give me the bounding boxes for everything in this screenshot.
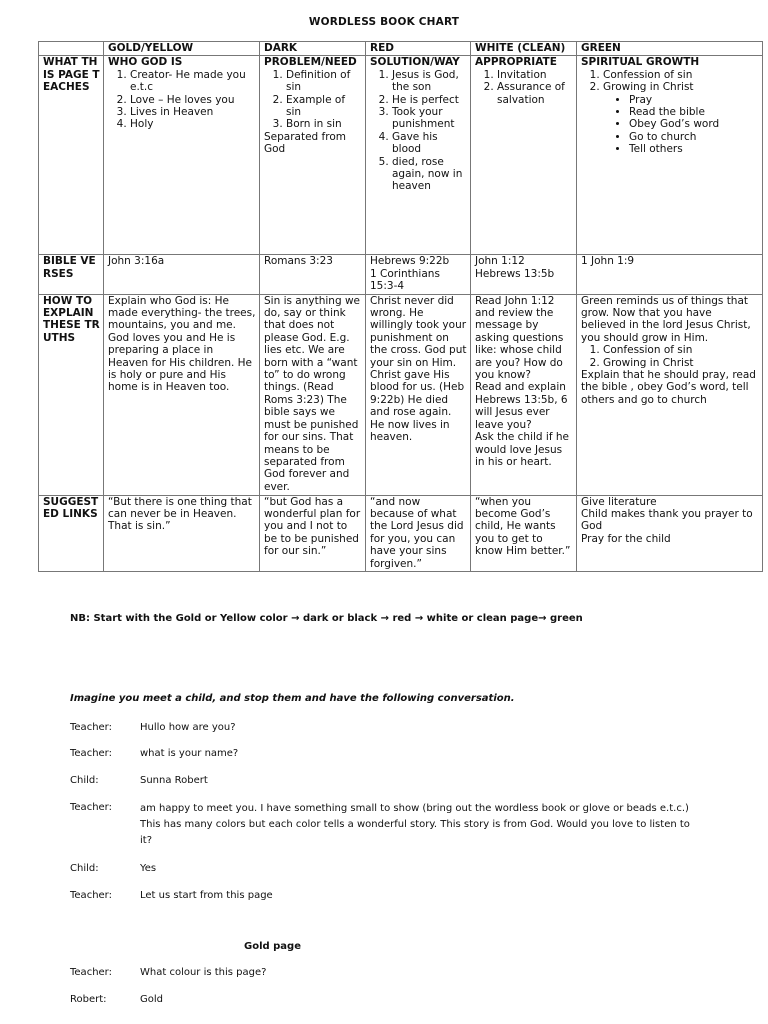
explain-white-cell: Read John 1:12 and review the message by asking questions like: whose child are you? How do you know? Read and explain Hebrews 13:5b, 6 will Jesus ever leave you? Ask the child if he would love Jesus in his or heart.: [471, 294, 577, 495]
speaker-label: Teacher:: [70, 802, 112, 813]
list-item: 4. Holy: [130, 118, 256, 130]
verses-red-cell: Hebrews 9:22b 1 Corinthians 15:3-4: [366, 255, 471, 294]
list-item: • Tell others: [629, 143, 759, 155]
teaches-dark-heading: PROBLEM/NEED: [264, 56, 357, 69]
explain-red-cell: Christ never did wrong. He willingly took your punishment on the cross. God put your sin on Him. Christ gave His blood for us. (Heb 9:22b) He died and rose again. He now lives in heaven.: [366, 294, 471, 495]
utterance-text: Gold: [140, 994, 163, 1005]
row-label-links: SUGGESTED LINKS: [39, 495, 104, 571]
utterance-text: am happy to meet you. I have something small to show (bring out the wordless book or glove or beads e.t.c.) This has many colors but each color tells a wonderful story. This story is from God. Would you love to listen to it?: [140, 803, 690, 846]
verses-green-cell: 1 John 1:9: [577, 255, 763, 294]
teaches-green-sublist: [581, 94, 759, 156]
wordless-book-chart-table: [38, 41, 763, 572]
list-item: 2. Example of sin: [286, 94, 362, 119]
teaches-green-cell: [577, 56, 763, 255]
teaches-gold-heading: WHO GOD IS: [108, 56, 183, 69]
explain-dark-cell: Sin is anything we do, say or think that does not please God. E.g. lies etc. We are born with a “want to” to do wrong things. (Read Roms 3:23) The bible says we must be punished for our sins. That means to be separated from God forever and ever.: [260, 294, 366, 495]
list-item: 2. Growing in Christ: [603, 81, 759, 93]
list-item: 1. Creator- He made you e.t.c: [130, 69, 256, 94]
explain-green-list: [581, 344, 759, 369]
teaches-red-list: [370, 69, 467, 193]
header-cell-white: WHITE (CLEAN): [471, 42, 577, 56]
table-row-teaches: [39, 56, 763, 255]
explain-green-cell: [577, 294, 763, 495]
conversation-intro: Imagine you meet a child, and stop them and have the following conversation.: [70, 693, 515, 704]
list-item: 3. Took your punishment: [392, 106, 467, 131]
utterance-text: What colour is this page?: [140, 967, 267, 978]
list-item: 1. Invitation: [497, 69, 573, 81]
list-item: 4. Gave his blood: [392, 131, 467, 156]
speaker-label: Teacher:: [70, 748, 112, 759]
links-dark-cell: “but God has a wonderful plan for you and I not to be to be punished for our sin.”: [260, 495, 366, 571]
list-item: • Read the bible: [629, 106, 759, 118]
verses-dark-cell: Romans 3:23: [260, 255, 366, 294]
speaker-label: Child:: [70, 863, 99, 874]
verses-gold-cell: John 3:16a: [104, 255, 260, 294]
list-item: 3. Born in sin: [286, 118, 362, 130]
header-cell-red: RED: [366, 42, 471, 56]
explain-green-outro: Explain that he should pray, read the bible , obey God’s word, tell others and go to church: [581, 369, 756, 406]
gold-page-heading: Gold page: [244, 941, 301, 952]
utterance-text: Yes: [140, 863, 157, 874]
row-label-teaches: WHAT THIS PAGE TEACHES: [39, 56, 104, 255]
table-header-row: [39, 42, 763, 56]
nb-color-order-note: NB: Start with the Gold or Yellow color → dark or black → red → white or clean page→ green: [70, 613, 583, 624]
header-cell-dark: DARK: [260, 42, 366, 56]
teaches-gold-list: [108, 69, 256, 131]
list-item: 2. Assurance of salvation: [497, 81, 573, 106]
list-item: 1. Jesus is God, the son: [392, 69, 467, 94]
explain-gold-cell: Explain who God is: He made everything- the trees, mountains, you and me. God loves you and He is preparing a place in Heaven for His children. He is holy or pure and His home is in Heaven too.: [104, 294, 260, 495]
utterance-text: Hullo how are you?: [140, 722, 236, 733]
list-item: • Go to church: [629, 131, 759, 143]
teaches-dark-cell: [260, 56, 366, 255]
teaches-dark-after: Separated from God: [264, 130, 346, 156]
document-title: WORDLESS BOOK CHART: [308, 16, 460, 28]
teaches-green-list: [581, 69, 759, 94]
teaches-gold-cell: [104, 56, 260, 255]
header-cell-gold: GOLD/YELLOW: [104, 42, 260, 56]
teaches-white-heading: APPROPRIATE: [475, 56, 557, 69]
header-cell-green: GREEN: [577, 42, 763, 56]
table-row-explain: [39, 294, 763, 495]
speaker-label: Robert:: [70, 994, 107, 1005]
teaches-red-heading: SOLUTION/WAY: [370, 56, 460, 69]
links-red-cell: “and now because of what the Lord Jesus did for you, you can have your sins forgiven.”: [366, 495, 471, 571]
utterance-text: Let us start from this page: [140, 890, 273, 901]
teaches-dark-list: [264, 69, 362, 131]
row-label-verses: BIBLE VERSES: [39, 255, 104, 294]
list-item: 1. Confession of sin: [603, 69, 759, 81]
speaker-label: Teacher:: [70, 722, 112, 733]
teaches-green-heading: SPIRITUAL GROWTH: [581, 56, 700, 69]
list-item: 1. Confession of sin: [603, 344, 759, 356]
list-item: 5. died, rose again, now in heaven: [392, 156, 467, 193]
teaches-white-cell: [471, 56, 577, 255]
list-item: 2. Growing in Christ: [603, 357, 759, 369]
teaches-white-list: [475, 69, 573, 106]
table-row-verses: [39, 255, 763, 294]
header-cell-empty: [39, 42, 104, 56]
list-item: 2. He is perfect: [392, 94, 467, 106]
speaker-label: Teacher:: [70, 890, 112, 901]
utterance-text: Sunna Robert: [140, 775, 208, 786]
list-item: 2. Love – He loves you: [130, 94, 256, 106]
list-item: • Pray: [629, 94, 759, 106]
list-item: 1. Definition of sin: [286, 69, 362, 94]
speaker-label: Child:: [70, 775, 99, 786]
table-row-links: [39, 495, 763, 571]
list-item: 3. Lives in Heaven: [130, 106, 256, 118]
links-green-cell: Give literature Child makes thank you prayer to God Pray for the child: [577, 495, 763, 571]
teaches-red-cell: [366, 56, 471, 255]
speaker-label: Teacher:: [70, 967, 112, 978]
links-white-cell: “when you become God’s child, He wants you to get to know Him better.”: [471, 495, 577, 571]
verses-white-cell: John 1:12 Hebrews 13:5b: [471, 255, 577, 294]
links-gold-cell: “But there is one thing that can never be in Heaven. That is sin.”: [104, 495, 260, 571]
list-item: • Obey God’s word: [629, 118, 759, 130]
explain-green-intro: Green reminds us of things that grow. Now that you have believed in the lord Jesus Christ, you should grow in Him.: [581, 294, 751, 344]
utterance-text: what is your name?: [140, 748, 239, 759]
row-label-explain: HOW TO EXPLAIN THESE TRUTHS: [39, 294, 104, 495]
